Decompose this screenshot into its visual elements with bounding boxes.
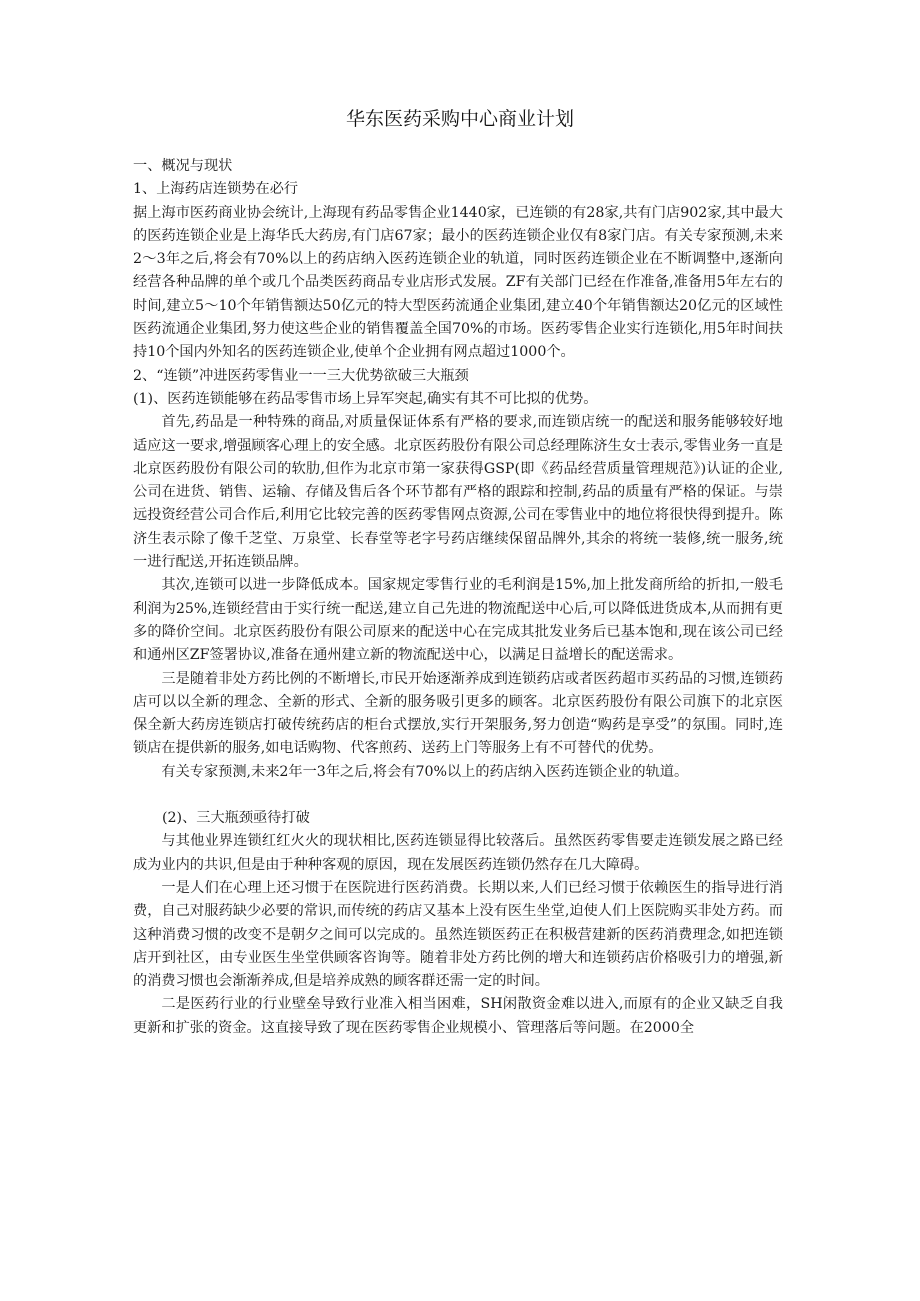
- point-heading-2: (2)、三大瓶颈亟待打破: [162, 810, 310, 827]
- paragraph-bottleneck-2: 二是医药行业的行业壁垒导致行业准入相当困难，SH闲散资金难以进入,而原有的企业又缺乏自我更新和扩张的资金。这直接导致了现在医药零售企业规模小、管理落后等问题。在2000全: [133, 996, 783, 1036]
- paragraph-expert-forecast: 有关专家预测,未来2年一3年之后,将会有70%以上的药店纳入医药连锁企业的轨道。: [161, 763, 689, 780]
- subsection-heading-2: 2、“连锁”冲进医药零售业一一三大优势欲破三大瓶颈: [133, 367, 469, 384]
- paragraph-spacer: [133, 784, 783, 807]
- paragraph-advantage-3: 三是随着非处方药比例的不断增长,市民开始逐渐养成到连锁药店或者医药超市买药品的习惯,连锁药店可以以全新的理念、全新的形式、全新的服务吸引更多的顾客。北京医药股份有限公司旗下的北京医保全新大药房连锁店打破传统药店的柜台式摆放,实行开架服务,努力创造“购药是享受”的氛围。同时,连锁店在提供新的服务,如电话购物、代客煎药、送药上门等服务上有不可替代的优势。: [133, 670, 783, 757]
- paragraph-advantage-1: 首先,药品是一种特殊的商品,对质量保证体系有严格的要求,而连锁店统一的配送和服务能够较好地适应这一要求,增强顾客心理上的安全感。北京医药股份有限公司总经理陈济生女士表示,零售业务一直是北京医药股份有限公司的软肋,但作为北京市第一家获得GSP(即《药品经营质量管理规范》)认证的企业,公司在进货、销售、运输、存储及售后各个环节都有严格的跟踪和控制,药品的质量有严格的保证。与崇远投资经营公司合作后,利用它比较完善的医药零售网点资源,公司在零售业中的地位将很快得到提升。陈济生表示除了像千芝堂、万泉堂、长春堂等老字号药店继续保留品牌外,其余的将统一装修,统一服务,统一进行配送,开拓连锁品牌。: [133, 414, 783, 571]
- point-heading-1: (1)、医药连锁能够在药品零售市场上异军突起,确实有其不可比拟的优势。: [133, 390, 598, 407]
- document-body: [133, 155, 783, 1040]
- paragraph-bottleneck-1: 一是人们在心理上还习惯于在医院进行医药消费。长期以来,人们已经习惯于依赖医生的指导进行消费，自己对服药缺少必要的常识,而传统的药店又基本上没有医生坐堂,迫使人们上医院购买非处方药。而这种消费习惯的改变不是朝夕之间可以完成的。虽然连锁医药正在积极营建新的医药消费理念,如把连锁店开到社区，由专业医生坐堂供顾客咨询等。随着非处方药比例的增大和连锁药店价格吸引力的增强,新的消费习惯也会渐渐养成,但是培养成熟的顾客群还需一定的时间。: [133, 879, 783, 990]
- paragraph-shanghai-chain: 据上海市医药商业协会统计,上海现有药品零售企业1440家，已连锁的有28家,共有门店902家,其中最大的医药连锁企业是上海华氏大药房,有门店67家；最小的医药连锁企业仅有8家门店。有关专家预测,未来2～3年之后,将会有70%以上的药店纳入医药连锁企业的轨道，同时医药连锁企业在不断调整中,逐渐向经营各种品牌的单个或几个品类医药商品专业店形式发展。ZF有关部门已经在作准备,准备用5年左右的时间,建立5～10个年销售额达50亿元的特大型医药流通企业集团,建立40个年销售额达20亿元的区域性医药流通企业集团,努力使这些企业的销售覆盖全国70%的市场。医药零售企业实行连锁化,用5年时间扶持10个国内外知名的医药连锁企业,使单个企业拥有网点超过1000个。: [133, 204, 783, 361]
- subsection-heading-1: 1、上海药店连锁势在必行: [133, 181, 299, 198]
- document-title: 华东医药采购中心商业计划: [345, 108, 574, 130]
- paragraph-bottleneck-intro: 与其他业界连锁红红火火的现状相比,医药连锁显得比较落后。虽然医药零售要走连锁发展之路已经成为业内的共识,但是由于种种客观的原因，现在发展医药连锁仍然存在几大障碍。: [133, 833, 783, 873]
- section-heading: 一、概况与现状: [133, 158, 233, 174]
- paragraph-advantage-2: 其次,连锁可以进一步降低成本。国家规定零售行业的毛利润是15%,加上批发商所给的折扣,一般毛利润为25%,连锁经营由于实行统一配送,建立自己先进的物流配送中心后,可以降低进货成本,从而拥有更多的降价空间。北京医药股份有限公司原来的配送中心在完成其批发业务后已基本饱和,现在该公司已经和通州区ZF签署协议,准备在通州建立新的物流配送中心，以满足日益增长的配送需求。: [133, 577, 783, 664]
